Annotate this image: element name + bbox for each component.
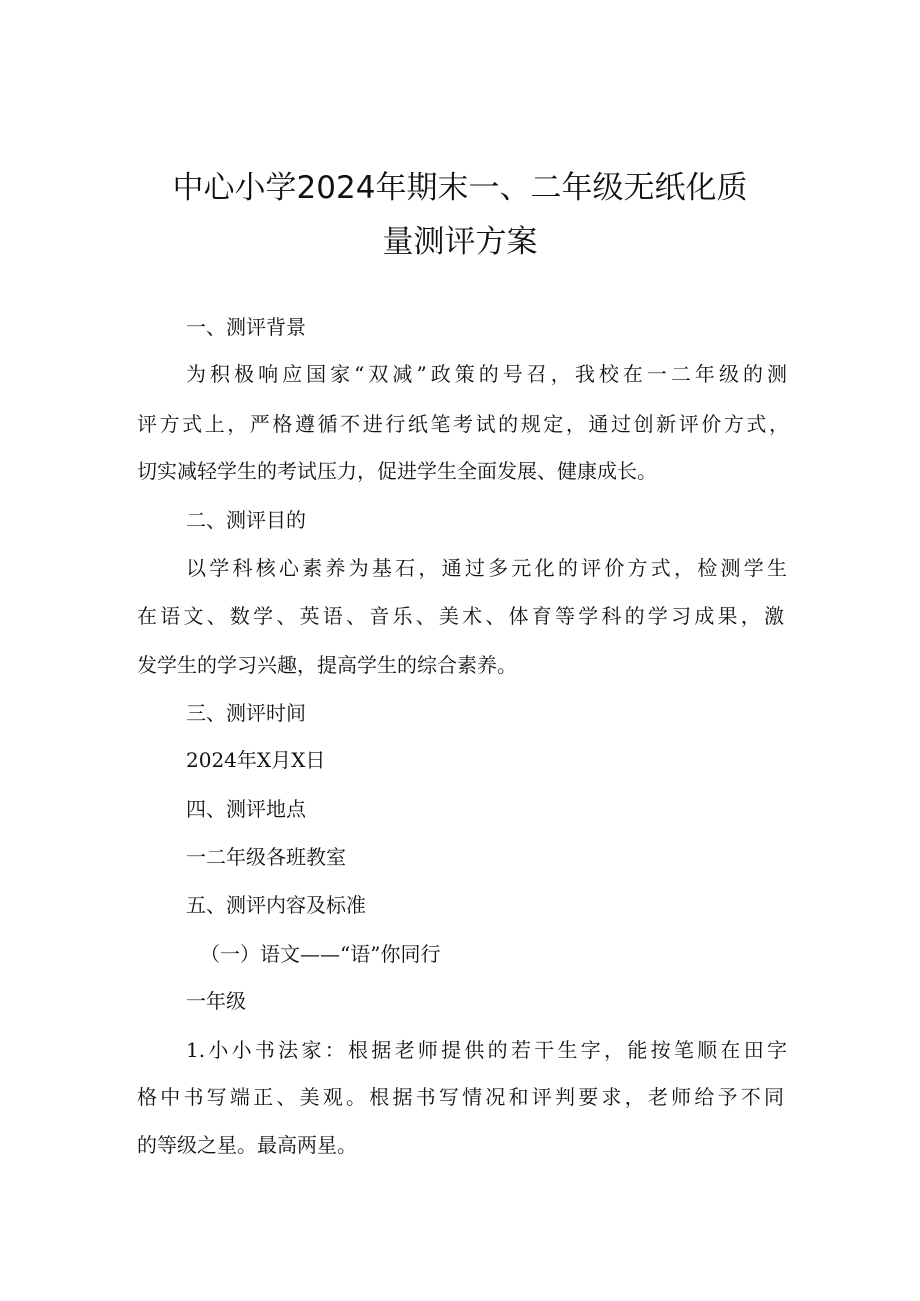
purpose-paragraph-line-1: 以学科核心素养为基石，通过多元化的评价方式，检测学生 (186, 556, 787, 580)
test-date: 2024年X月X日 (186, 748, 326, 772)
grade-one-heading: 一年级 (186, 989, 246, 1013)
item-1-line-1: 1.小小书法家：根据老师提供的若干生字，能按笔顺在田字 (186, 1038, 787, 1062)
background-paragraph-line-1: 为积极响应国家“双减”政策的号召，我校在一二年级的测 (186, 362, 787, 386)
test-location: 一二年级各班教室 (186, 845, 346, 869)
item-1-line-2: 格中书写端正、美观。根据书写情况和评判要求，老师给予不同 (137, 1085, 784, 1109)
subsection-heading-chinese: （一）语文——“语”你同行 (200, 942, 441, 966)
background-paragraph-line-3: 切实减轻学生的考试压力，促进学生全面发展、健康成长。 (137, 459, 657, 483)
section-heading-content: 五、测评内容及标准 (186, 893, 366, 917)
section-heading-purpose: 二、测评目的 (186, 508, 306, 532)
section-heading-time: 三、测评时间 (186, 701, 306, 725)
item-1-line-3: 的等级之星。最高两星。 (137, 1133, 357, 1157)
section-heading-location: 四、测评地点 (186, 797, 306, 821)
background-paragraph-line-2: 评方式上，严格遵循不进行纸笔考试的规定，通过创新评价方式， (137, 412, 789, 436)
purpose-paragraph-line-3: 发学生的学习兴趣，提高学生的综合素养。 (137, 653, 517, 677)
purpose-paragraph-line-2: 在语文、数学、英语、音乐、美术、体育等学科的学习成果，激 (137, 604, 784, 628)
section-heading-background: 一、测评背景 (186, 315, 306, 339)
document-title-line-1: 中心小学2024年期末一、二年级无纸化质 (172, 170, 748, 206)
document-title-line-2: 量测评方案 (382, 224, 538, 260)
